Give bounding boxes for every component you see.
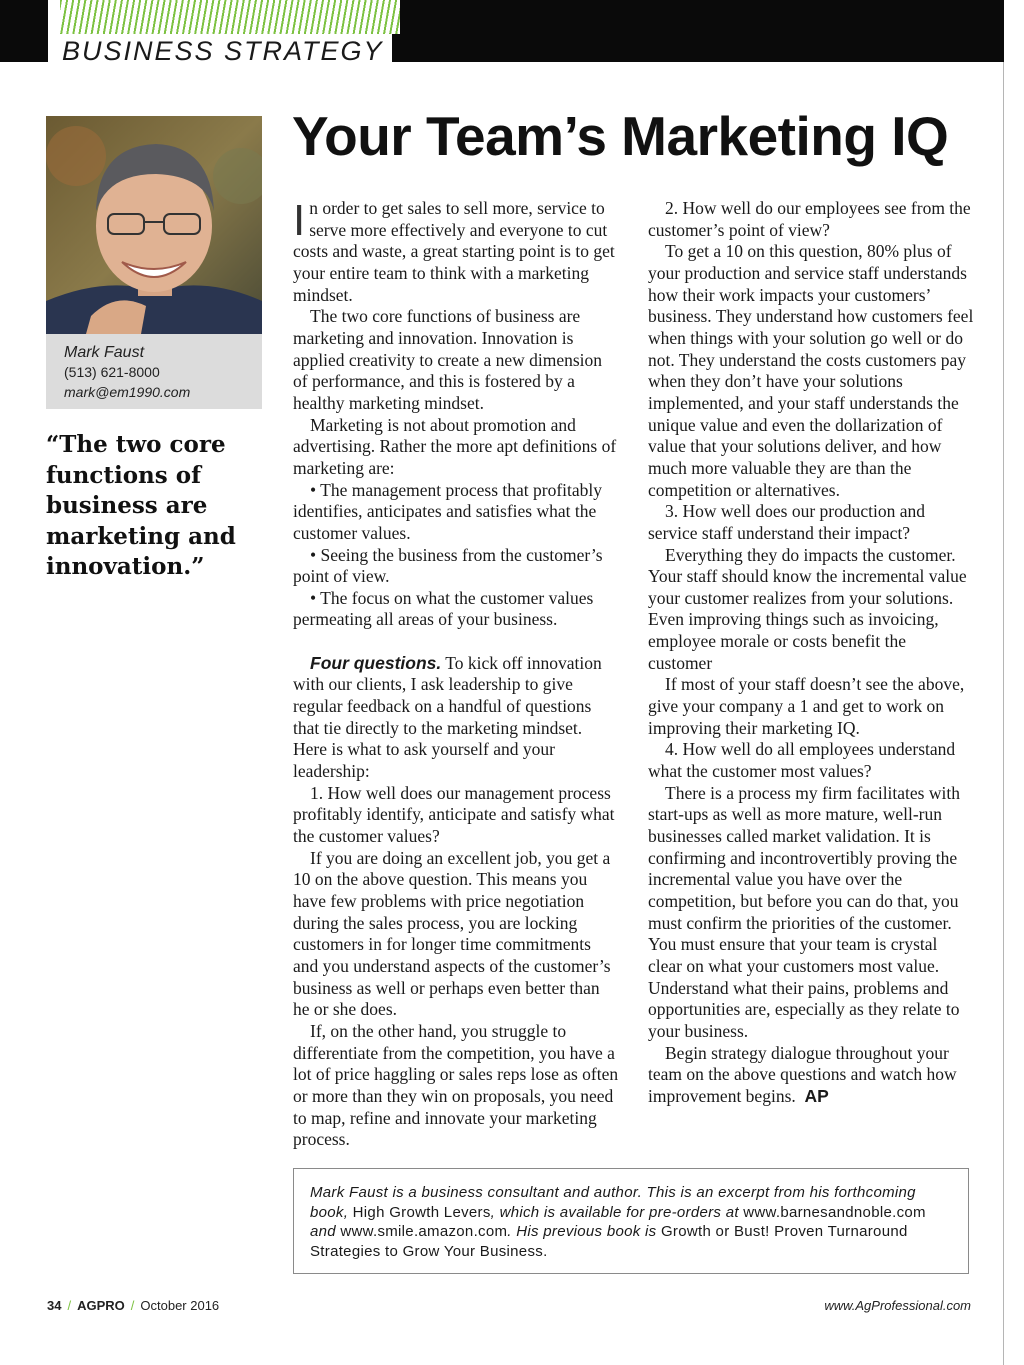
subhead-runin: Four questions. [310, 652, 442, 673]
question-4: 4. How well do all employees understand what the customer most values? [648, 739, 956, 782]
paragraph: There is a process my firm facilitates with start-ups as well as more mature, well-run businesses called market validation. It is confirming and incontrovertibly proving the incremental value you have over the competition, but before you can do that, you must confirm the priorities of the customer. You must ensure that your team is crystal clear on what your customers most value. Understand what their pains, problems and opportunities are, especially as they relate to your business. [648, 782, 960, 1041]
link-barnesandnoble[interactable]: www.barnesandnoble.com [743, 1203, 926, 1221]
drop-cap: I [293, 196, 306, 245]
issue-date: October 2016 [140, 1298, 220, 1313]
paragraph: To get a 10 on this question, 80% plus of your production and service staff understands how their work impacts your customers’ business. They understand how customers feel when things with your solution go well or do not. They understand the costs customers pay when they don’t have your solutions implemented, and your staff understands the unique value and even the dollarization of value that your solutions deliver, and how much more valuable they are than the competition or alternatives. [648, 241, 974, 500]
page-folio: 34 / AGPRO / October 2016 [47, 1298, 220, 1313]
paragraph: The two core functions of business are marketing and innovation. Innovation is applied creativity to create a new dimension of performance, and this is fostered by a healthy marketing mindset. [293, 306, 603, 413]
author-footnote-box [293, 1168, 969, 1274]
link-amazon[interactable]: www.smile.amazon.com [340, 1223, 508, 1241]
book-title: Growth or Bust! Proven Turnaround Strategies to Grow Your Business [310, 1223, 908, 1260]
author-name: Mark Faust [64, 344, 145, 361]
paragraph: Four questions. To kick off innovation with our clients, I ask leadership to give regular feedback on a handful of questions that tie directly to the marketing mindset. Here is what to ask yourself and your leadership: [293, 652, 602, 782]
section-label: BUSINESS STRATEGY [62, 36, 384, 66]
author-email[interactable]: mark@em1990.com [64, 384, 191, 400]
paragraph: If most of your staff doesn’t see the above, give your company a 1 and get to work on improving their marketing IQ. [648, 674, 965, 738]
author-phone: (513) 621-8000 [64, 364, 160, 380]
book-title: High Growth Levers [352, 1203, 491, 1221]
website-url[interactable]: www.AgProfessional.com [824, 1298, 971, 1313]
pull-quote: “The two core functions of business are marketing and innovation.” [46, 431, 236, 580]
bullet-item: • The focus on what the customer values permeating all areas of your business. [293, 587, 594, 630]
question-3: 3. How well does our production and service staff understand their impact? [648, 501, 926, 543]
article-column-1 [293, 198, 619, 1151]
page-number: 34 [47, 1298, 62, 1313]
paragraph: If, on the other hand, you struggle to differentiate from the competition, you have a lot of price haggling or sales reps lose as often or more than they win on proposals, you need to map, refine and innovate your marketing process. [293, 1020, 619, 1150]
bullet-item: • The management process that profitably identifies, anticipates and satisfies what the customer values. [293, 479, 603, 543]
bullet-item: • Seeing the business from the customer’s point of view. [293, 544, 603, 587]
magazine-name: AGPRO [77, 1298, 125, 1313]
paragraph: Everything they do impacts the customer. Your staff should know the incremental value your customer realizes from your solutions. Even improving things such as invoicing, employee morale or costs benefit the customer [648, 544, 967, 673]
page-edge-rule [1003, 62, 1004, 1365]
article-column-2 [648, 198, 974, 1108]
author-footnote: Mark Faust is a business consultant and author. This is an excerpt from his forthcoming book, High Growth Levers, which is available for pre-orders at www.barnesandnoble.com and www.smile.amazon.com. His previous book is Growth or Bust! Proven Turnaround Strategies to Grow Your Business. [310, 1184, 926, 1260]
end-mark: AP [804, 1085, 829, 1106]
paragraph: In order to get sales to sell more, service to serve more effectively and everyone to cut costs and waste, a great starting point is to get your entire team to think with a marketing mindset. [293, 196, 615, 305]
author-photo [46, 116, 262, 334]
paragraph: Marketing is not about promotion and advertising. Rather the more apt definitions of marketing are: [293, 414, 617, 478]
paragraph: Begin strategy dialogue throughout your team on the above questions and watch how improvement begins. AP [648, 1042, 957, 1106]
author-bio-box [46, 334, 262, 409]
article-title: Your Team’s Marketing IQ [292, 105, 949, 167]
question-2: 2. How well do our employees see from the customer’s point of view? [648, 198, 971, 240]
paragraph: If you are doing an excellent job, you get a 10 on the above question. This means you have few problems with price negotiation during the sales process, you are locking customers in for longer time commitments and you understand aspects of the customer’s business as well or perhaps even better than he or she does. [293, 847, 611, 1020]
question-1: 1. How well does our management process profitably identify, anticipate and satisfy what the customer values? [293, 782, 615, 847]
header-accent-stripes [60, 0, 400, 34]
